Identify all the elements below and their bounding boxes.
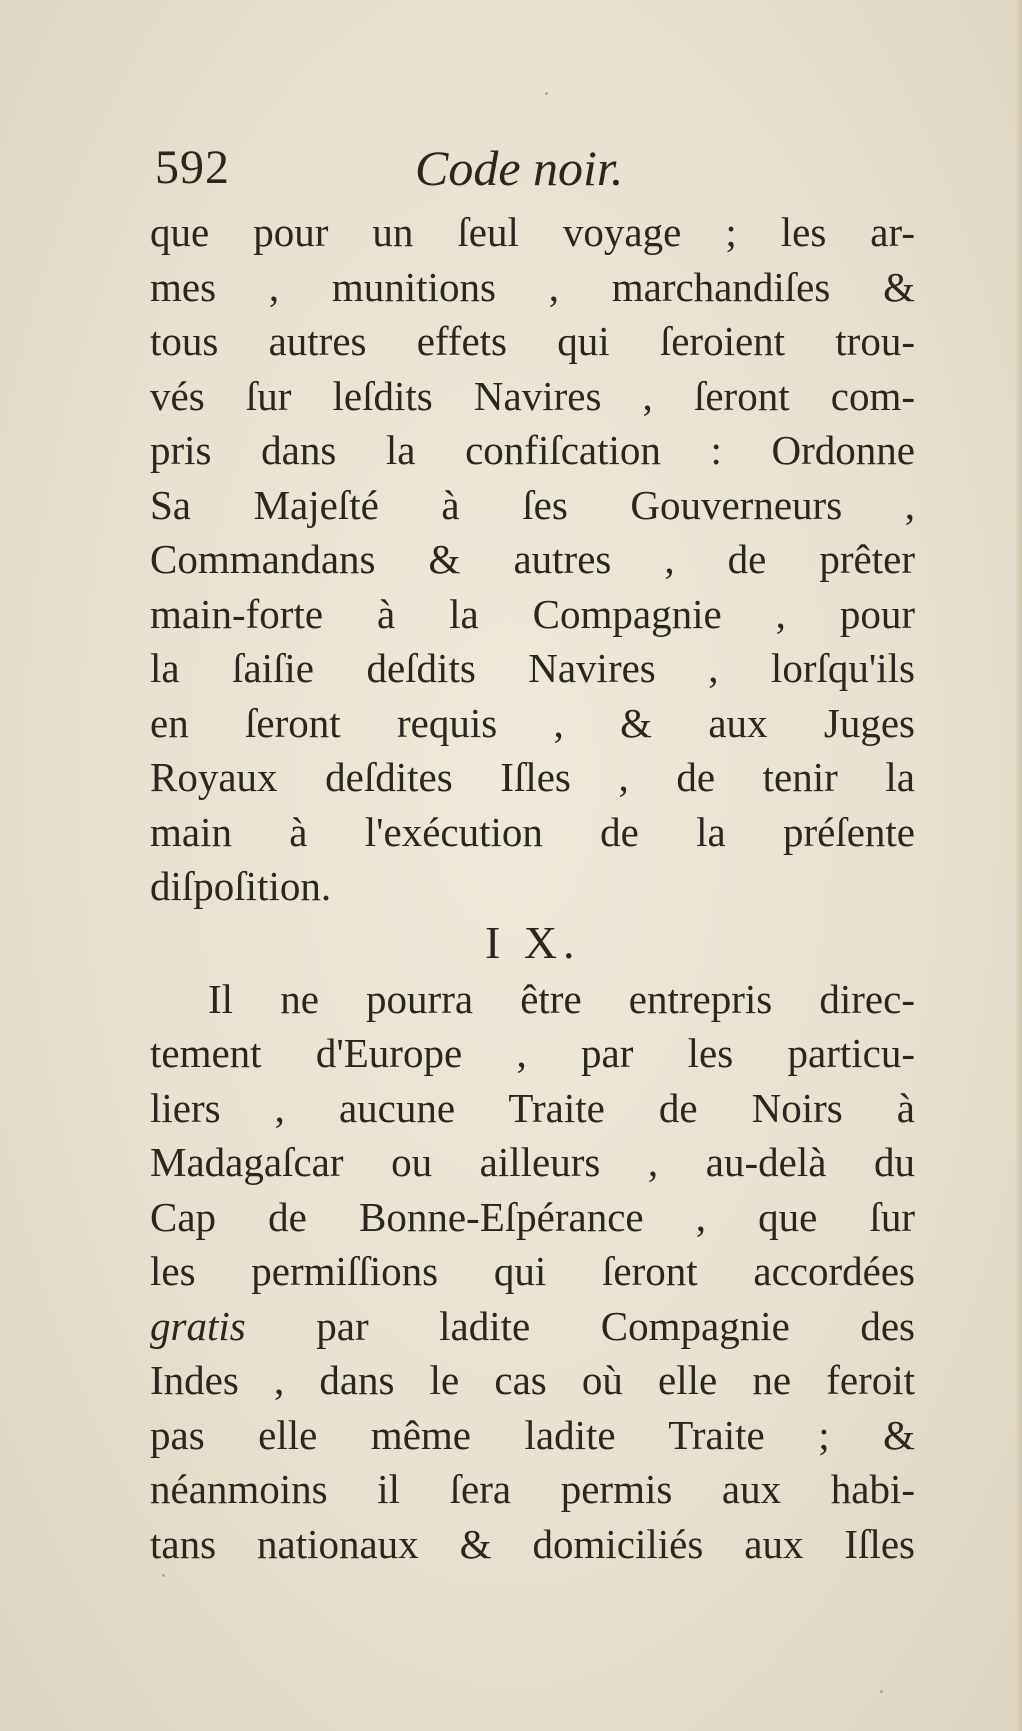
italic-word: gratis [150,1302,246,1349]
paper-speck [880,1690,883,1693]
text-line: Cap de Bonne-Eſpérance , que ſur [150,1193,915,1240]
text-line: tement d'Europe , par les particu- [150,1030,915,1076]
text-line-with-italic [150,1299,915,1354]
running-title: Code noir. [415,140,624,196]
text-line: en ſeront requis , & aux Juges [150,699,915,746]
text-line: mes , munitions , marchandiſes & [150,263,915,310]
text-line: tans nationaux & domiciliés aux Iſles [150,1520,915,1567]
text-line: Royaux deſdites Iſles , de tenir la [150,754,915,800]
text-line: vés ſur leſdits Navires , ſeront com- [150,372,915,419]
text-line: néanmoins il ſera permis aux habi- [150,1466,915,1512]
page-number: 592 [155,141,230,194]
text-segment: par ladite Compagnie des [316,1302,915,1349]
text-line: liers , aucune Traite de Noirs à [150,1084,915,1131]
text-line: la ſaiſie deſdits Navires , lorſqu'ils [150,645,915,691]
paper-speck [162,1574,165,1577]
text-line: Madagaſcar ou ailleurs , au-delà du [150,1139,915,1185]
text-line: Indes , dans le cas où elle ne feroit [150,1357,915,1403]
paper-speck [545,92,548,95]
text-line: pas elle même ladite Traite ; & [150,1411,915,1458]
text-line: main à l'exécution de la préſente [150,808,915,855]
text-line: tous autres effets qui ſeroient trou- [150,318,915,364]
article-heading: I X. [485,916,581,968]
text-line: main-forte à la Compagnie , pour [150,590,915,637]
text-line: pris dans la confiſcation : Ordonne [150,427,915,473]
text-line: diſpoſition. [150,863,332,909]
text-line: Sa Majeſté à ſes Gouverneurs , [150,481,915,528]
text-line: les permiſſions qui ſeront accordées [150,1248,915,1294]
text-line: Il ne pourra être entrepris direc- [208,975,915,1022]
text-line: Commandans & autres , de prêter [150,536,915,582]
running-head [155,138,915,198]
page-edge [1016,0,1022,1731]
body-text [150,205,915,1571]
text-line: que pour un ſeul voyage ; les ar- [150,209,915,255]
